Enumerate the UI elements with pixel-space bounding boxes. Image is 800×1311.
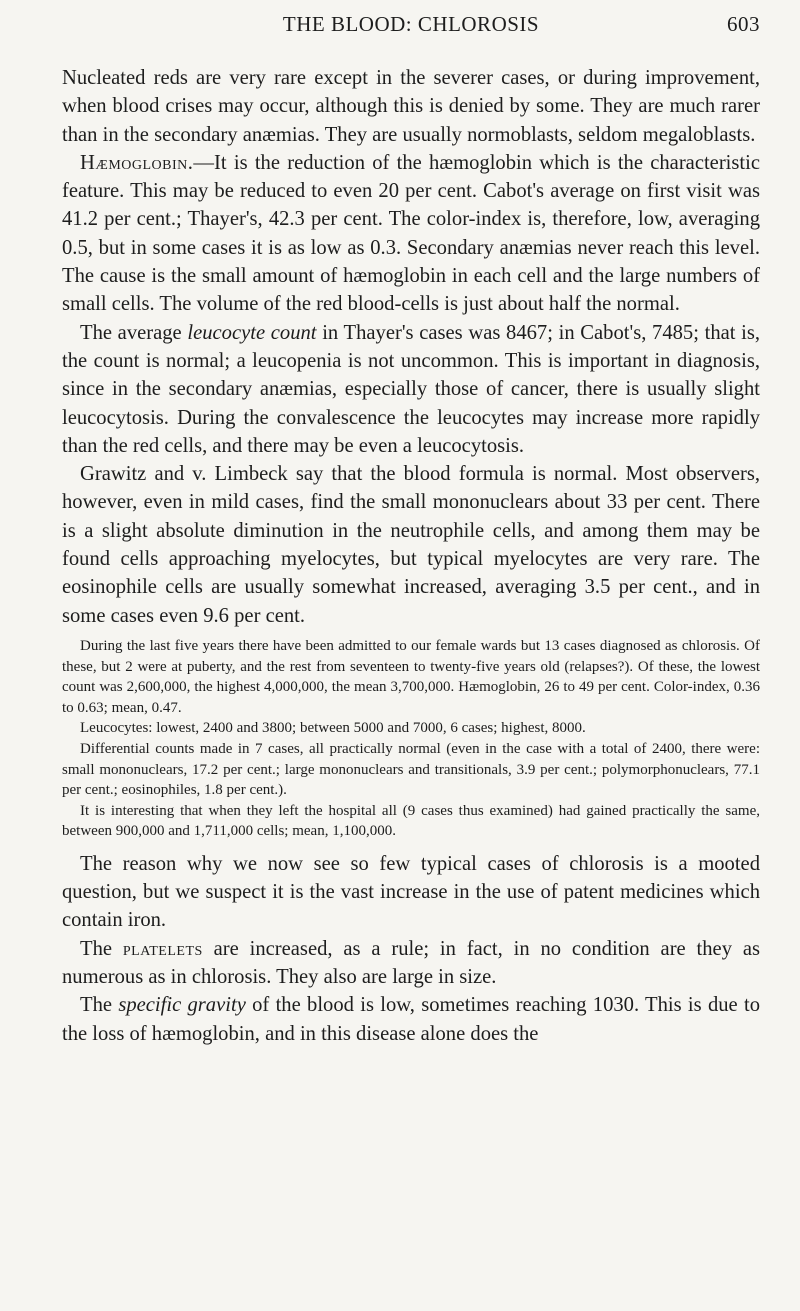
paragraph-specific-gravity: The specific gravity of the blood is low, sometimes reaching 1030. This is due to the loss of hæmoglobin, and in this disease alone does the xyxy=(62,994,761,1045)
note-admissions: During the last five years there have been admitted to our female wards but 13 cases diagnosed as chlorosis. Of these, but 2 were at puberty, and the rest from seventeen to twenty-five years old (relapses?). Of these, the lowest count was 2,600,000, the highest 4,000,000, the mean 3,700,000. Hæmoglobin, 26 to 49 per cent. Color-index, 0.36 to 0.63; mean, 0.47. xyxy=(62,637,760,716)
running-title: THE BLOOD: CHLOROSIS xyxy=(282,12,540,36)
note-leucocytes: Leucocytes: lowest, 2400 and 3800; between 5000 and 7000, 6 cases; highest, 8000. xyxy=(80,720,586,737)
paragraph-nucleated-reds: Nucleated reds are very rare except in the severer cases, or during improvement, when blood crises may occur, although this is denied by some. They are much rarer than in the secondary anæmias. They are usually normoblasts, seldom megaloblasts. xyxy=(62,67,760,146)
case-notes xyxy=(62,636,760,842)
running-header xyxy=(62,6,760,40)
main-text-bottom xyxy=(62,850,760,1048)
section-lead-haemoglobin: Hæmoglobin. xyxy=(80,151,194,174)
term-specific-gravity: specific gravity xyxy=(118,994,246,1017)
paragraph-patent-medicines: The reason why we now see so few typical cases of chlorosis is a mooted question, but we suspect it is the vast increase in the use of patent medicines which contain iron. xyxy=(62,852,760,932)
page-number: 603 xyxy=(727,12,760,36)
page-body xyxy=(62,64,760,1048)
section-lead-platelets: platelets xyxy=(122,937,203,960)
paragraph-haemoglobin: Hæmoglobin.—It is the reduction of the hæmoglobin which is the characteristic feature. This may be reduced to even 20 per cent. Cabot's average on first visit was 41.2 per cent.; Thayer's, 42.3 per cent. The color-index is, therefore, low, averaging 0.5, but in some cases it is as low as 0.3. Secondary anæmias never reach this level. The cause is the small amount of hæmoglobin in each cell and the large numbers of small cells. The volume of the red blood-cells is just about half the normal. xyxy=(62,151,760,316)
main-text-top xyxy=(62,64,760,630)
term-leucocyte-count: leucocyte count xyxy=(187,321,317,344)
paragraph-platelets: The platelets are increased, as a rule; in fact, in no condition are they as numerous as in chlorosis. They also are large in size. xyxy=(62,937,760,989)
paragraph-blood-formula: Grawitz and v. Limbeck say that the blood formula is normal. Most observers, however, even in mild cases, find the small mononuclears about 33 per cent. There is a slight absolute diminution in the neutrophile cells, and among them may be found cells approaching myelocytes, but typical myelocytes are very rare. The eosinophile cells are usually somewhat increased, averaging 3.5 per cent., and in some cases even 9.6 per cent. xyxy=(62,463,760,627)
note-differential-counts: Differential counts made in 7 cases, all practically normal (even in the case with a total of 2400, there were: small mononuclears, 17.2 per cent.; large mononuclears and transitionals, 3.9 per cent.; polymorphonuclears, 77.1 per cent.; eosinophiles, 1.8 per cent.). xyxy=(62,740,760,799)
note-discharge-gain: It is interesting that when they left the hospital all (9 cases thus examined) had gained practically the same, between 900,000 and 1,711,000 cells; mean, 1,100,000. xyxy=(62,802,760,840)
paragraph-leucocyte-count: The average leucocyte count in Thayer's cases was 8467; in Cabot's, 7485; that is, the count is normal; a leucopenia is not uncommon. This is important in diagnosis, since in the secondary anæmias, especially those of cancer, there is usually slight leucocytosis. During the convalescence the leucocytes may increase more rapidly than the red cells, and there may be even a leucocytosis. xyxy=(62,321,761,457)
